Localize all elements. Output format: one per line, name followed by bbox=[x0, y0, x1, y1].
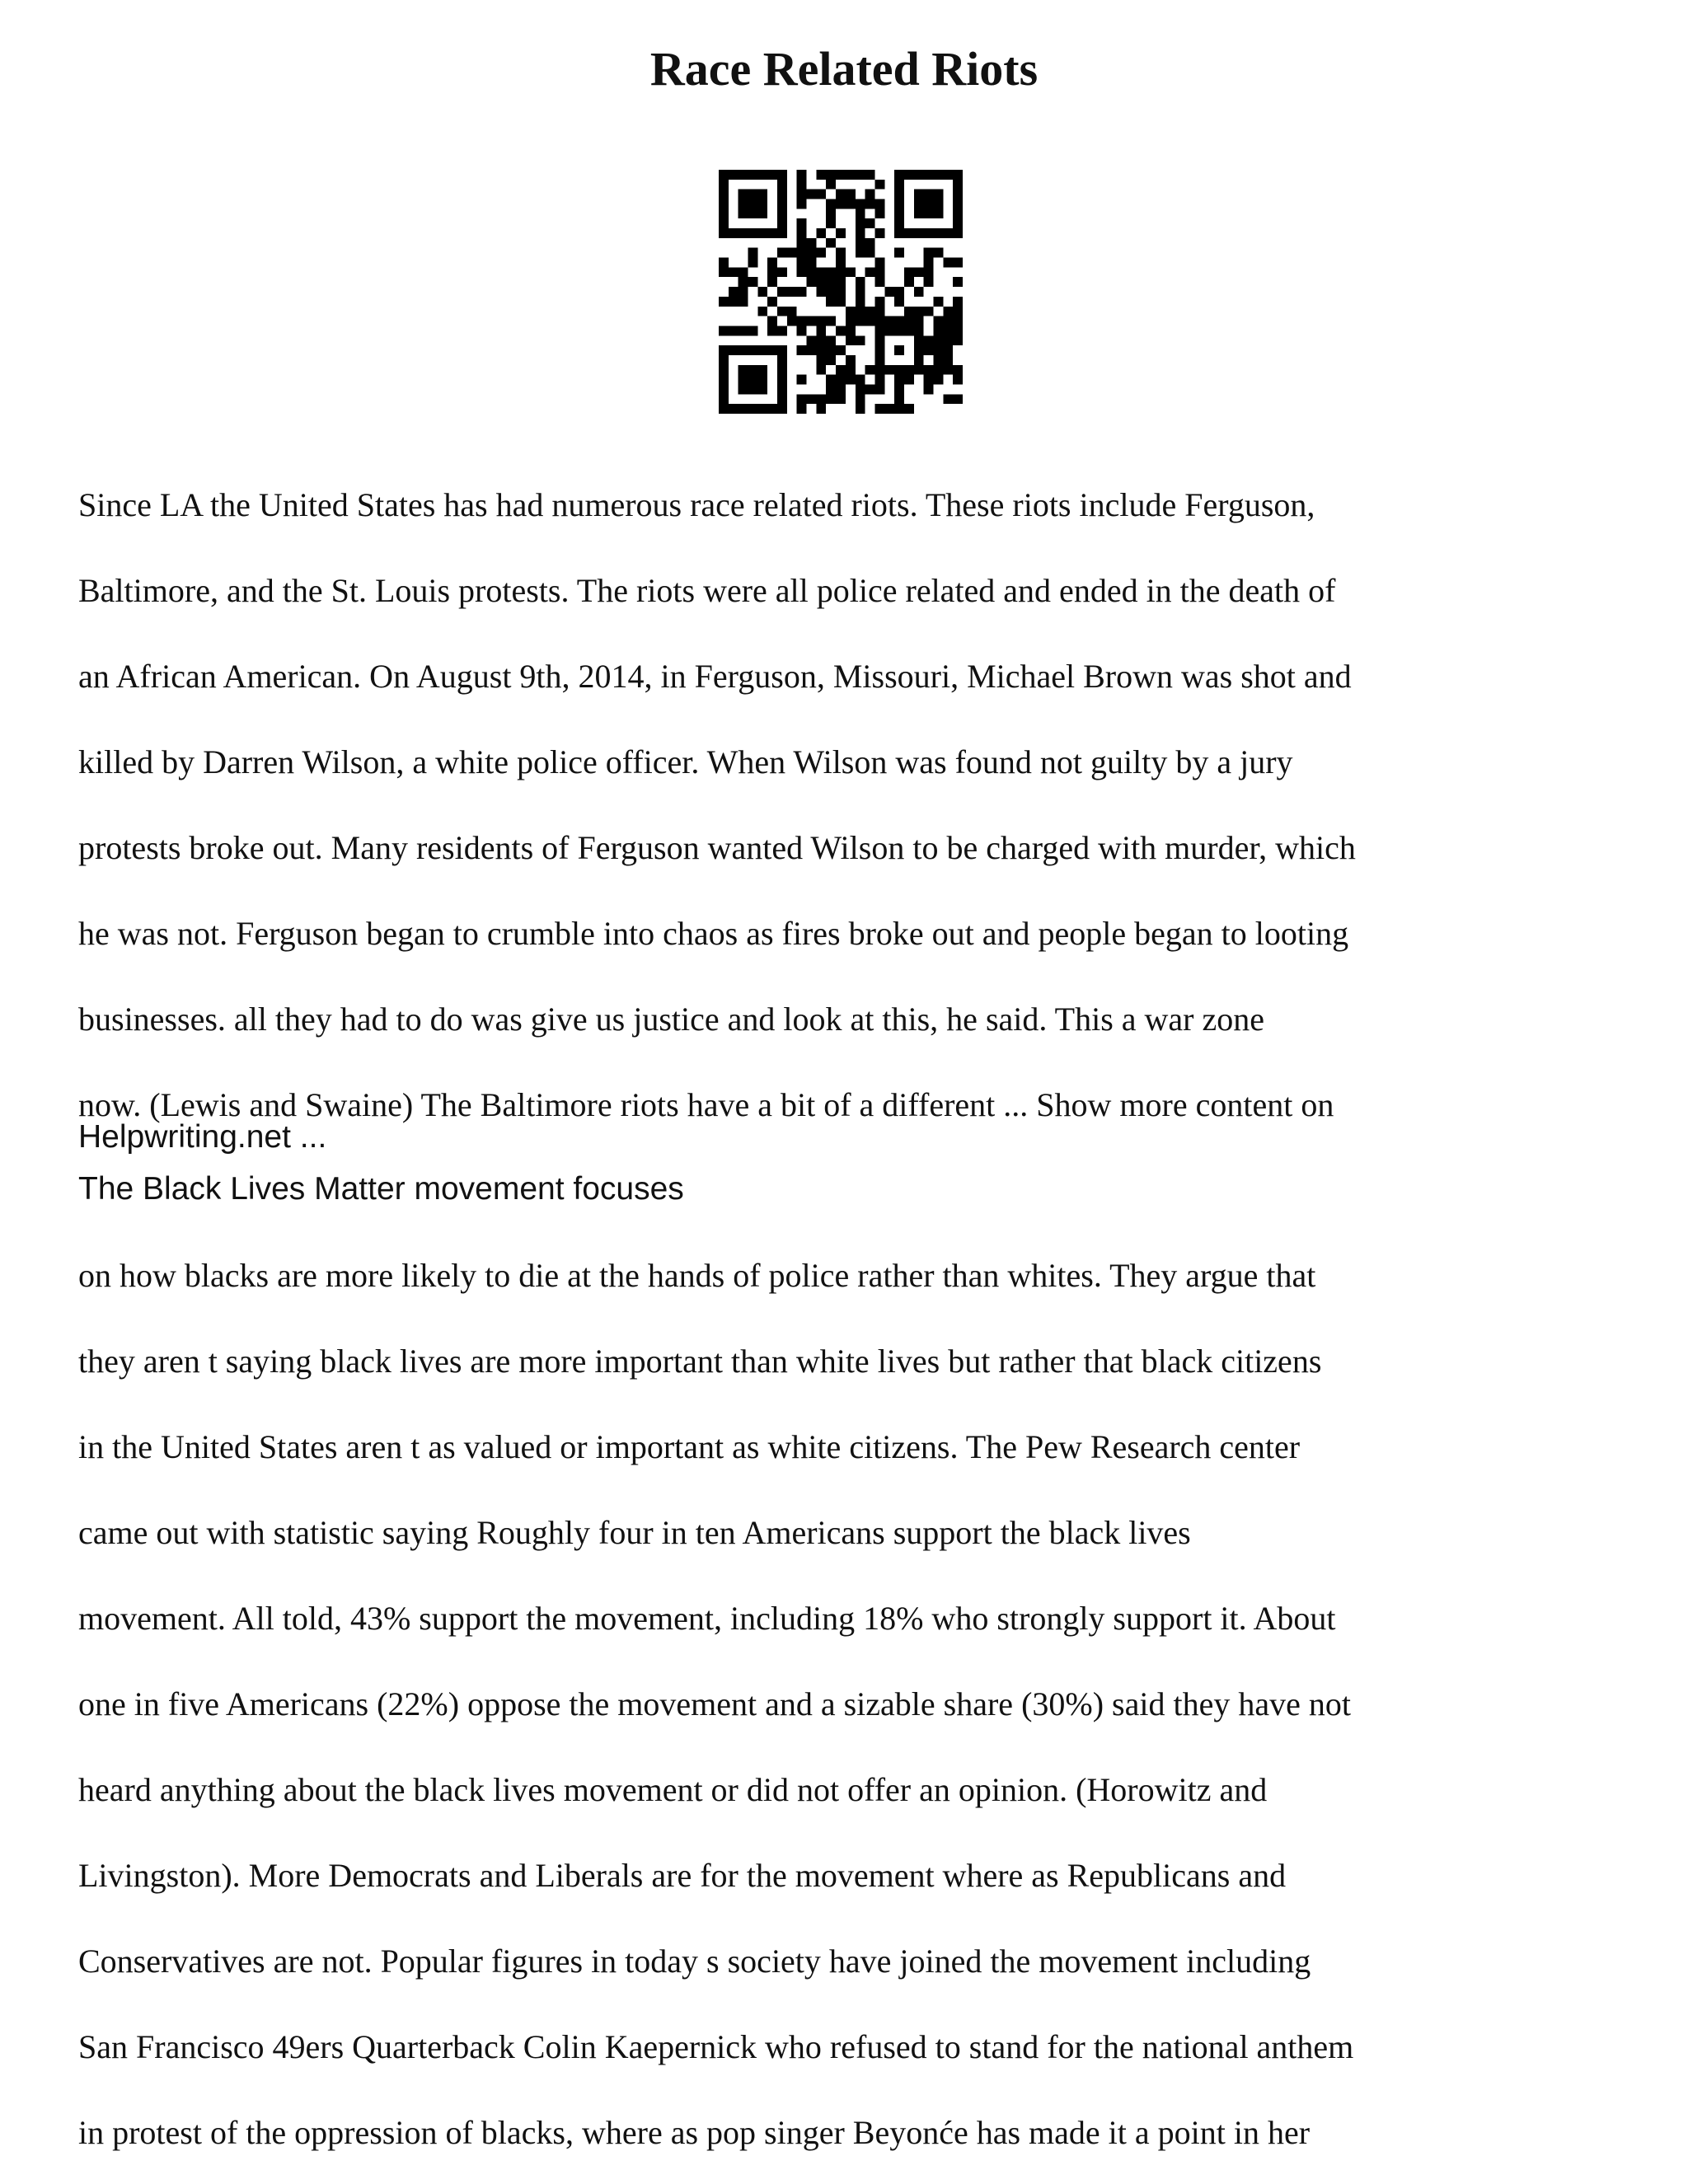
text-line: came out with statistic saying Roughly four in ten Americans support the black lives bbox=[78, 1514, 1191, 1551]
text-line: businesses. all they had to do was give us justice and look at this, he said. This a war zone bbox=[78, 1001, 1264, 1038]
qr-code-icon bbox=[719, 170, 963, 414]
text-line: in the United States aren t as valued or important as white citizens. The Pew Research center bbox=[78, 1428, 1301, 1465]
document-title: Race Related Riots bbox=[649, 42, 1039, 96]
text-line: Conservatives are not. Popular figures in today s society have joined the movement including bbox=[78, 1943, 1311, 1980]
text-line: Helpwriting.net ... bbox=[78, 1119, 327, 1155]
text-line: in protest of the oppression of blacks, where as pop singer Beyonće has made it a point in her bbox=[78, 2114, 1311, 2151]
text-line: San Francisco 49ers Quarterback Colin Kaepernick who refused to stand for the national anthem bbox=[78, 2028, 1354, 2065]
text-line: an African American. On August 9th, 2014, in Ferguson, Missouri, Michael Brown was shot and bbox=[78, 658, 1352, 695]
text-line: The Black Lives Matter movement focuses bbox=[78, 1171, 684, 1207]
text-line: Baltimore, and the St. Louis protests. The riots were all police related and ended in the death of bbox=[78, 572, 1336, 609]
text-line: protests broke out. Many residents of Ferguson wanted Wilson to be charged with murder, which bbox=[78, 829, 1356, 866]
text-line: Since LA the United States has had numerous race related riots. These riots include Ferguson, bbox=[78, 486, 1315, 523]
qr-code-graphic bbox=[719, 170, 963, 414]
text-line: one in five Americans (22%) oppose the movement and a sizable share (30%) said they have not bbox=[78, 1685, 1351, 1722]
text-line: they aren t saying black lives are more important than white lives but rather that black citizens bbox=[78, 1343, 1322, 1380]
text-line: killed by Darren Wilson, a white police officer. When Wilson was found not guilty by a jury bbox=[78, 743, 1293, 780]
text-line: on how blacks are more likely to die at the hands of police rather than whites. They argue that bbox=[78, 1257, 1316, 1294]
text-line: movement. All told, 43% support the movement, including 18% who strongly support it. About bbox=[78, 1600, 1336, 1637]
text-line: heard anything about the black lives movement or did not offer an opinion. (Horowitz and bbox=[78, 1771, 1268, 1808]
text-line: now. (Lewis and Swaine) The Baltimore riots have a bit of a different ... Show more content on bbox=[78, 1086, 1334, 1123]
text-line: he was not. Ferguson began to crumble into chaos as fires broke out and people began to looting bbox=[78, 915, 1349, 952]
text-line: Livingston). More Democrats and Liberals are for the movement where as Republicans and bbox=[78, 1857, 1287, 1894]
